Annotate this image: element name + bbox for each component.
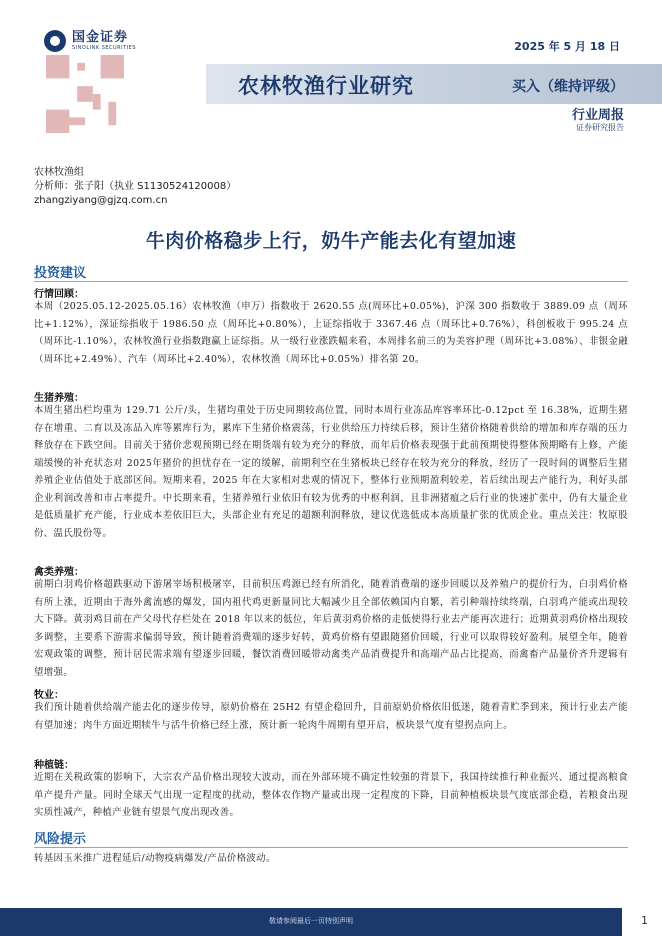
analyst-team: 农林牧渔组 xyxy=(34,167,84,178)
report-kind: 行业周报 xyxy=(571,108,624,123)
section-divider xyxy=(34,847,628,848)
paragraph-poultry: 前期白羽鸡价格超跌驱动下游屠宰场积极屠宰，目前积压鸡源已经有所消化，随着消费端的逐步回暖以及养殖户的提价行为，白羽鸡价格有所上涨，近期由于海外禽流感的爆发，国内祖代鸡更新量同比大幅减少且全部依赖国内自繁，若引种端持续终端，白羽鸡产能或出现较大下降。黄羽鸡目前在产父母代存栏处在 2018 年以来的低位，年后黄羽鸡价格的走低使得行业去产能再次进行；近期黄羽鸡价格出现较多调整，主要系下游需求偏弱导致，预计随着消费端的逐步好转，黄鸡价格有望跟随猪价回暖，行业可以取得较好盈利。展望全年，随着宏观政策的调整，预计居民需求端有望逐步回暖，餐饮消费回暖带动禽类产品消费提升和高端产品占比提高，而禽畜产品量价齐升逻辑有望增强。 xyxy=(34,579,628,678)
logo-mark-icon xyxy=(44,30,66,52)
section-divider xyxy=(34,281,628,282)
report-date: 2025 年 5 月 18 日 xyxy=(514,40,620,53)
report-title: 牛肉价格稳步上行，奶牛产能去化有望加速 xyxy=(145,230,517,252)
section-heading-risk: 风险提示 xyxy=(34,832,87,847)
subheading-dairy-beef: 牧业： xyxy=(34,690,64,701)
subheading-pig: 生猪养殖： xyxy=(34,393,84,404)
page-number: 1 xyxy=(641,914,648,927)
qr-watermark-icon xyxy=(46,55,124,133)
paragraph-planting: 近期在关税政策的影响下，大宗农产品价格出现较大波动，而在外部环境不确定性较强的背景下，我国持续推行种业振兴、通过提高粮食单产提升产量。同时全球天气出现一定程度的扰动，整体农作物产量或出现一定程度的下降，目前种植板块景气度底部企稳，若粮食出现实质性减产，种植产业链有望景气度出现改善。 xyxy=(34,772,628,818)
analyst-email[interactable]: zhangziyang@gjzq.com.cn xyxy=(34,195,168,206)
paragraph-review: 本周（2025.05.12-2025.05.16）农林牧渔（申万）指数收于 2620.55 点(周环比+0.05%)，沪深 300 指数收于 3889.09 点（周环比+1.12%），深证综指收于 1986.50 点（周环比+0.80%），上证综指收于 3367.46 点（周环比+0.76%），科创板收于 995.24 点（周环比-1.10%），农林牧渔行业指数跑赢上证综指。从一级行业涨跌幅来看，本周排名前三的为美容护理（周环比+3.08%）、非银金融（周环比+2.49%）、汽车（周环比+2.40%），农林牧渔（周环比+0.05%）排名第 20。 xyxy=(34,301,628,365)
analyst-block xyxy=(34,166,236,208)
industry-title: 农林牧渔行业研究 xyxy=(238,74,414,98)
rating-label: 买入（维持评级） xyxy=(512,79,624,95)
subheading-planting: 种植链： xyxy=(34,760,74,771)
report-header xyxy=(0,0,662,150)
section-heading-invest: 投资建议 xyxy=(34,266,87,281)
paragraph-risk: 转基因玉米推广进程延后/动物疫病爆发/产品价格波动。 xyxy=(34,853,276,864)
subheading-poultry: 禽类养殖： xyxy=(34,567,84,578)
footer-disclaimer[interactable]: 敬请参阅最后一页特别声明 xyxy=(269,917,353,925)
logo-name-en: SINOLINK SECURITIES xyxy=(72,45,136,51)
paragraph-pig: 本周生猪出栏均重为 129.71 公斤/头，生猪均重处于历史同期较高位置，同时本周行业冻品库容率环比-0.12pct 至 16.38%，近期生猪存在增重、二育以及冻品入库等累库行为，累库下生猪价格震荡，行业供给压力持续后移，预计生猪价格随着供给的增加和库存端的压力释放存在下跌空间。目前关于猪价悲观预期已经在期货端有较为充分的释放，而年后价格表现强于此前预期使得整体预期略有上修，产能端缓慢的补充状态对 2025年猪价的担忧存在一定的缓解，前期利空在生猪板块已经存在较为充分的释放，经历了一段时间的调整后生猪养殖企业估值处于底部区间。短期来看，2025 年在大家相对悲观的情况下，整体行业预期盈利较差，若后续出现去产能行为，利好头部企业利润改善和市占率提升。中长期来看，生猪养殖行业依旧有较为优秀的中枢利润，且非洲猪瘟之后行业的快速扩张中，仍有大量企业是低质量扩充产能，行业成本差依旧巨大，头部企业有充足的超额利润释放，建议优选低成本高质量扩张的优质企业。重点关注：牧原股份、温氏股份等。 xyxy=(34,405,628,539)
paragraph-dairy-beef: 我们预计随着供给端产能去化的逐步传导，原奶价格在 25H2 有望企稳回升，目前原奶价格依旧低迷，随着青贮季到来，预计行业去产能有望加速；肉牛方面近期犊牛与活牛价格已经上涨，预计新一轮肉牛周期有望开启，板块景气度有望拐点向上。 xyxy=(34,702,628,731)
logo-name-cn: 国金证券 xyxy=(72,30,129,45)
report-type: 证券研究报告 xyxy=(576,123,624,132)
subheading-review: 行情回顾： xyxy=(34,289,84,300)
company-logo xyxy=(44,30,136,52)
analyst-name: 分析师：张子阳（执业 S1130524120008） xyxy=(34,181,237,192)
